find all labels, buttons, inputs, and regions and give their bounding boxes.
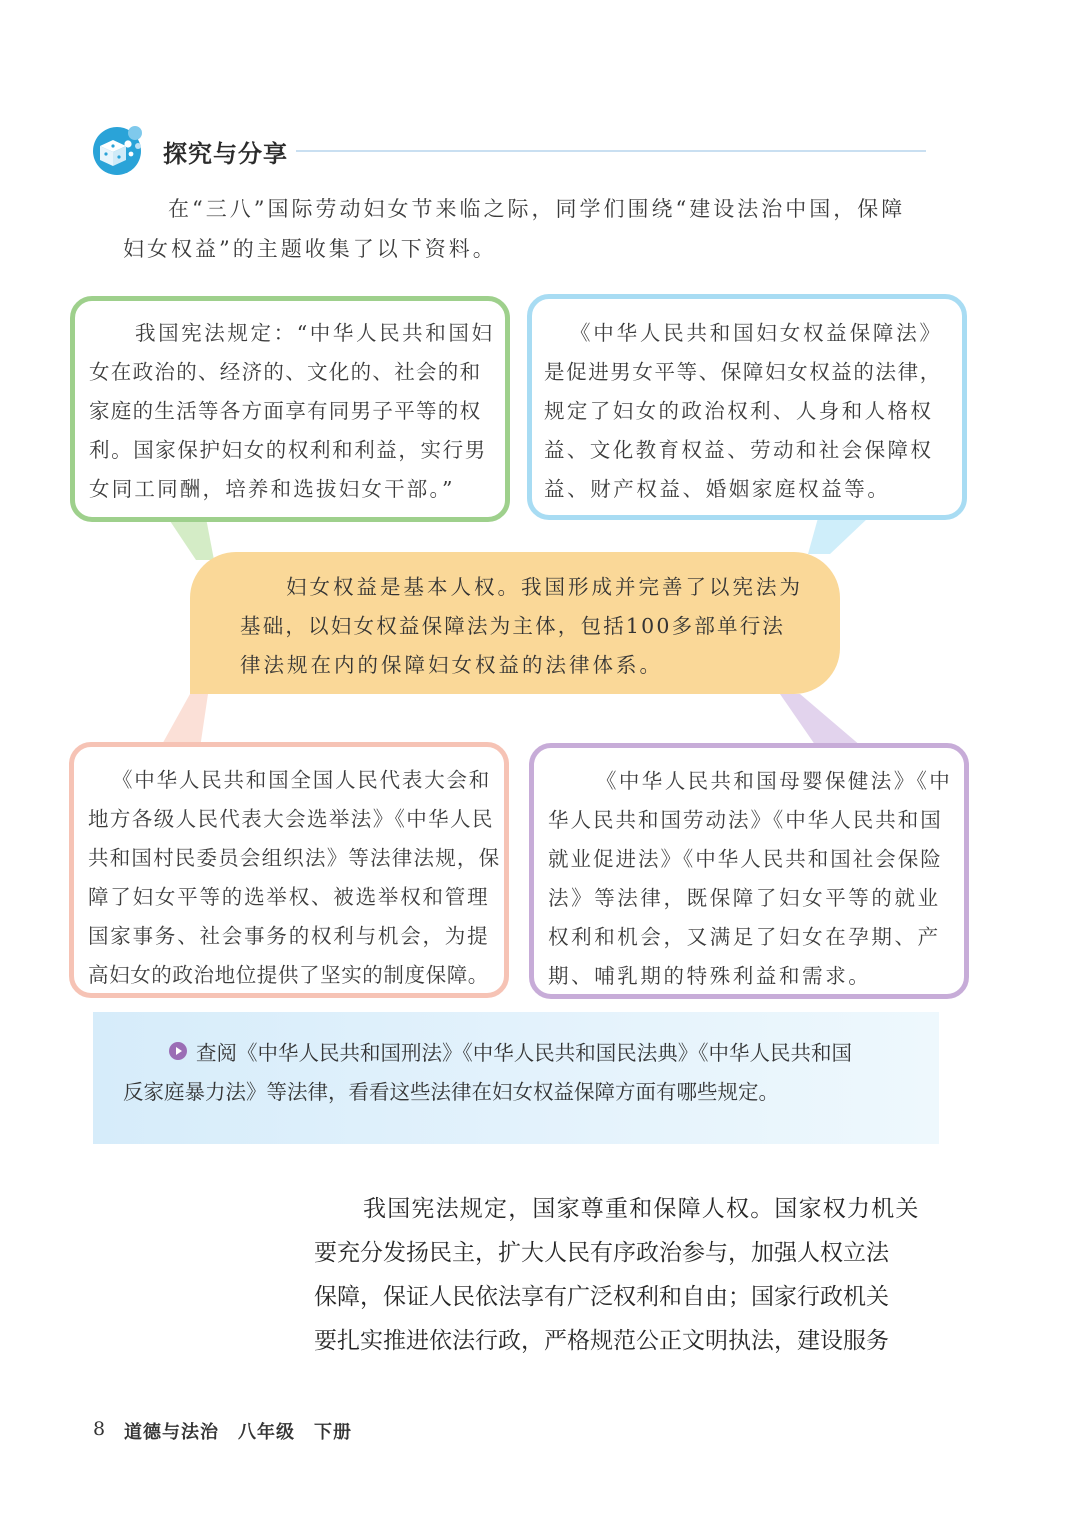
tail-top-left [168, 518, 214, 560]
card-line: 期、哺乳期的特殊利益和需求。 [548, 964, 872, 988]
card-line: 共和国村民委员会组织法》等法律法规，保 [88, 846, 501, 870]
info-card-election-law [69, 742, 509, 998]
card-line: 我国宪法规定：“中华人民共和国妇 [135, 321, 495, 345]
intro-line-1: 在“三八”国际劳动妇女节来临之际，同学们围绕“建设法治中国，保障 [168, 197, 906, 221]
info-card-women-rights-law [527, 294, 967, 520]
card-line: 障了妇女平等的选举权、被选举权和管理 [88, 885, 490, 909]
card-line: 高妇女的政治地位提供了坚实的制度保障。 [88, 963, 489, 987]
card-line: 利。国家保护妇女的权利和利益，实行男 [89, 438, 487, 462]
card-line: 益、财产权益、婚姻家庭权益等。 [544, 477, 891, 501]
page-number: 8 [93, 1418, 106, 1440]
card-line: 益、文化教育权益、劳动和社会保障权 [544, 438, 934, 462]
center-summary-card [190, 552, 840, 694]
tail-bottom-left [160, 694, 208, 748]
card-line: 规定了妇女的政治权利、人身和人格权 [544, 399, 934, 423]
play-circle-icon [169, 1042, 187, 1060]
card-line: 《中华人民共和国妇女权益保障法》 [570, 321, 943, 345]
card-line: 权利和机会，又满足了妇女在孕期、产 [548, 925, 941, 949]
card-line: 法》等法律，既保障了妇女平等的就业 [548, 886, 941, 910]
card-line: 华人民共和国劳动法》《中华人民共和国 [548, 808, 943, 832]
card-line: 是促进男女平等、保障妇女权益的法律， [544, 360, 942, 384]
summary-line: 基础，以妇女权益保障法为主体，包括100多部单行法 [240, 614, 786, 638]
card-line: 就业促进法》《中华人民共和国社会保险 [548, 847, 943, 871]
info-card-labor-law [529, 743, 969, 999]
summary-line: 律法规在内的保障妇女权益的法律体系。 [240, 653, 663, 677]
activity-line-1: 查阅《中华人民共和国刑法》《中华人民共和国民法典》《中华人民共和国 [196, 1041, 852, 1065]
activity-line-2: 反家庭暴力法》等法律，看看这些法律在妇女权益保障方面有哪些规定。 [123, 1080, 779, 1104]
card-line: 地方各级人民代表大会选举法》《中华人民 [88, 807, 494, 831]
summary-line: 妇女权益是基本人权。我国形成并完善了以宪法为 [286, 575, 803, 599]
body-line-2: 要充分发扬民主，扩大人民有序政治参与，加强人权立法 [314, 1240, 889, 1266]
card-line: 《中华人民共和国母婴保健法》《中 [596, 769, 953, 793]
info-card-constitution [70, 296, 510, 522]
card-line: 家庭的生活等各方面享有同男子平等的权 [89, 399, 482, 423]
section-title: 探究与分享 [163, 140, 288, 168]
body-line-1: 我国宪法规定，国家尊重和保障人权。国家权力机关 [363, 1196, 920, 1222]
card-line: 女同工同酬，培养和选拔妇女干部。” [89, 477, 455, 501]
card-line: 国家事务、社会事务的权利与机会，为提 [88, 924, 490, 948]
tail-top-right [808, 518, 868, 554]
card-line: 《中华人民共和国全国人民代表大会和 [112, 768, 492, 792]
body-line-3: 保障，保证人民依法享有广泛权利和自由；国家行政机关 [314, 1284, 889, 1310]
card-line: 女在政治的、经济的、文化的、社会的和 [89, 360, 482, 384]
book-title: 道德与法治 八年级 下册 [124, 1422, 352, 1443]
body-line-4: 要扎实推进依法行政，严格规范公正文明执法，建设服务 [314, 1328, 889, 1354]
activity-prompt-box [93, 1012, 939, 1144]
intro-line-2: 妇女权益”的主题收集了以下资料。 [123, 237, 497, 261]
